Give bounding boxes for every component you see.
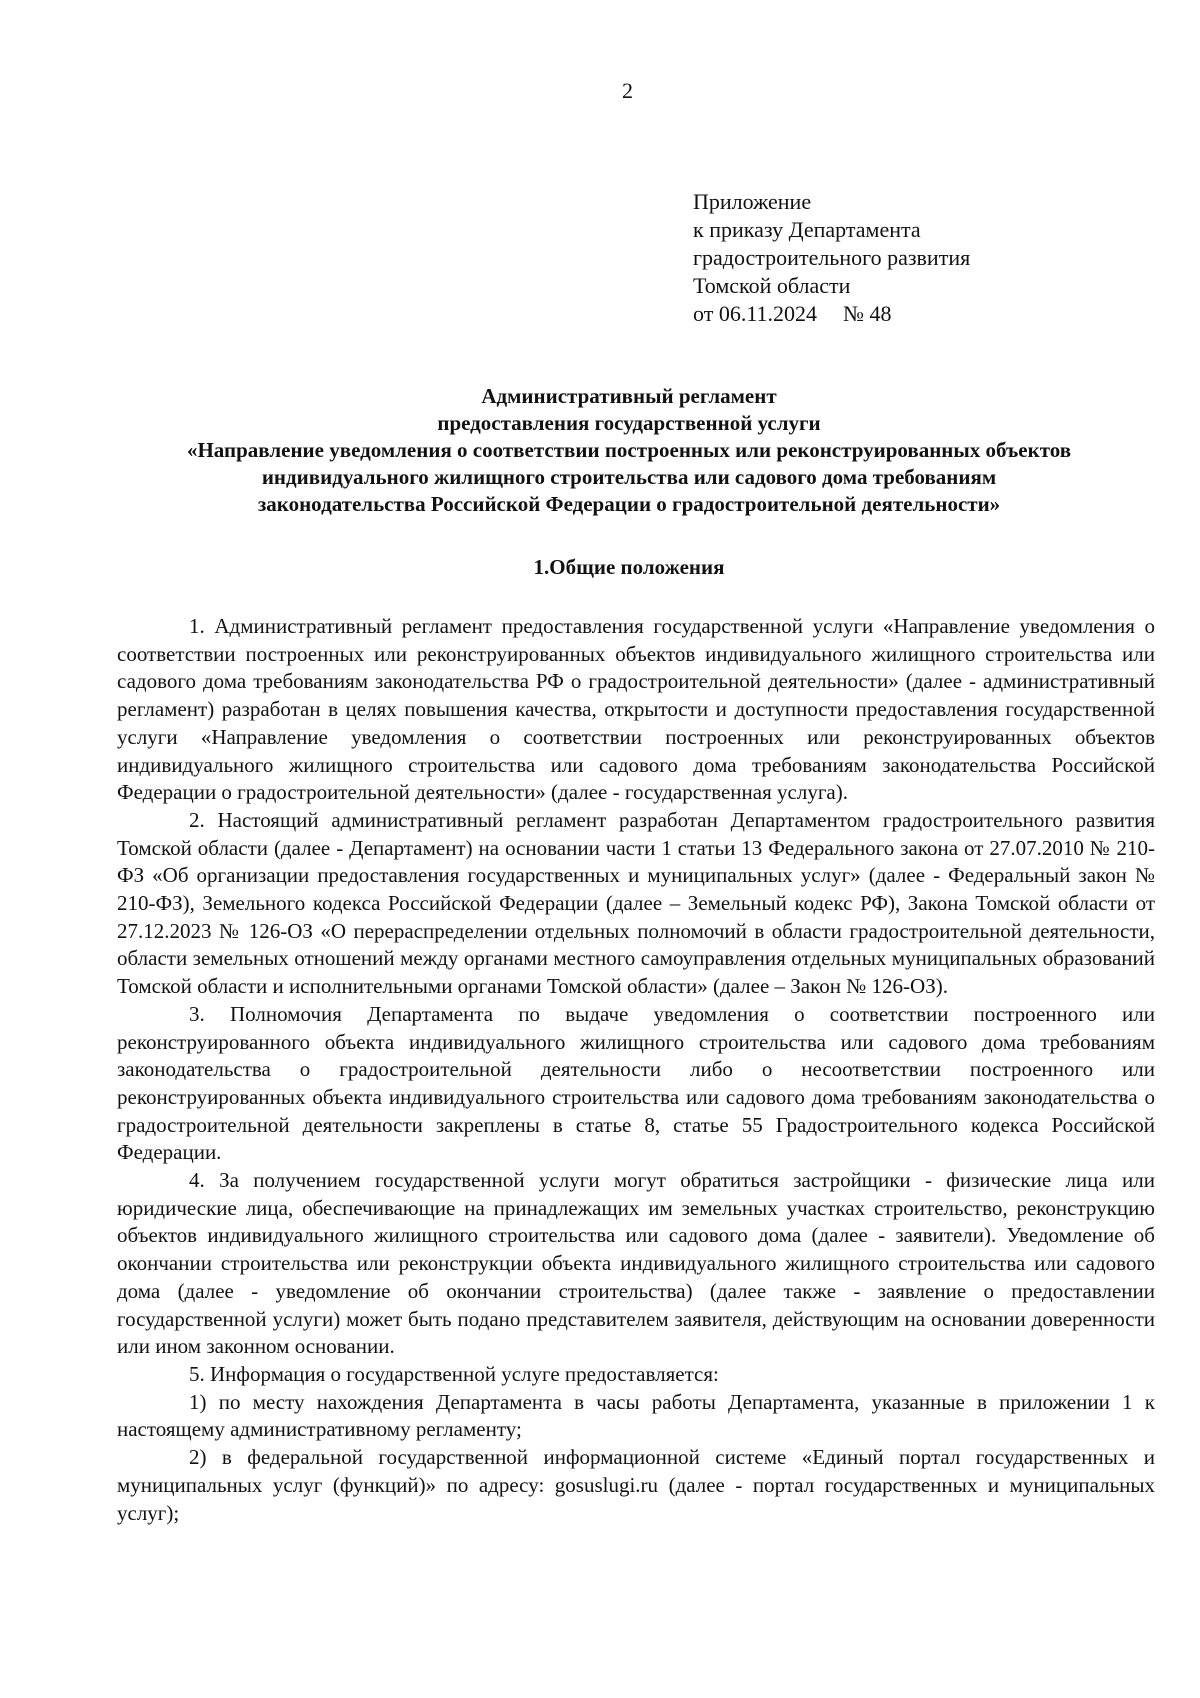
- appendix-line: Приложение: [693, 189, 812, 214]
- appendix-line: к приказу Департамента: [693, 217, 921, 242]
- page-number: 2: [622, 78, 633, 103]
- title-line: предоставления государственной услуги: [437, 411, 821, 435]
- appendix-line: градостроительного развития: [693, 245, 971, 270]
- paragraph: 1. Административный регламент предоставления государственной услуги «Направление уведомления о соответствии построенных или реконструированных объектов индивидуального жилищного строительства или садового дома требованиям законодательства РФ о градостроительной деятельности» (далее - административный регламент) разработан в целях повышения качества, открытости и доступности предоставления государственной услуги «Направление уведомления о соответствии построенных или реконструированных объектов индивидуального жилищного строительства или садового дома требованиям законодательства Российской Федерации о градостроительной деятельности» (далее - государственная услуга).: [117, 614, 1155, 805]
- paragraph: 1) по месту нахождения Департамента в часы работы Департамента, указанные в приложении 1 к настоящему административному регламенту;: [117, 1389, 1155, 1442]
- appendix-block: [693, 188, 970, 328]
- paragraph: 3. Полномочия Департамента по выдаче уведомления о соответствии построенного или реконструированного объекта индивидуального жилищного строительства или садового дома требованиям законодательства о градостроительной деятельности либо о несоответствии построенного или реконструированных объекта индивидуального строительства или садового дома требованиям законодательства о градостроительной деятельности закреплены в статье 8, статье 55 Градостроительного кодекса Российской Федерации.: [117, 1001, 1155, 1165]
- document-body: [117, 613, 1155, 1527]
- document-title: [100, 383, 1158, 518]
- paragraph: 4. За получением государственной услуги могут обратиться застройщики - физические лица или юридические лица, обеспечивающие на принадлежащих им земельных участках строительство, реконструкцию объектов индивидуального жилищного строительства или садового дома (далее - заявители). Уведомление об окончании строительства или реконструкции объекта индивидуального жилищного строительства или садового дома (далее - уведомление об окончании строительства) (далее также - заявление о предоставлении государственной услуги) может быть подано представителем заявителя, действующим на основании доверенности или ином законном основании.: [117, 1168, 1155, 1359]
- appendix-line: Томской области: [693, 273, 851, 298]
- section-heading: 1.Общие положения: [533, 555, 725, 579]
- title-line: индивидуального жилищного строительства или садового дома требованиям: [261, 465, 997, 489]
- paragraph: 2. Настоящий административный регламент разработан Департаментом градостроительного развития Томской области (далее - Департамент) на основании части 1 статьи 13 Федерального закона от 27.07.2010 № 210-ФЗ «Об организации предоставления государственных и муниципальных услуг» (далее - Федеральный закон № 210-ФЗ), Земельного кодекса Российской Федерации (далее – Земельный кодекс РФ), Закона Томской области от 27.12.2023 № 126-ОЗ «О перераспределении отдельных полномочий в области градостроительной деятельности, области земельных отношений между органами местного самоуправления отдельных муниципальных образований Томской области и исполнительными органами Томской области» (далее – Закон № 126-ОЗ).: [117, 807, 1155, 999]
- paragraph: 5. Информация о государственной услуге предоставляется:: [189, 1361, 719, 1386]
- title-line: законодательства Российской Федерации о градостроительной деятельности»: [257, 492, 1001, 516]
- title-line: Административный регламент: [481, 384, 777, 408]
- order-date: от 06.11.2024: [693, 301, 818, 326]
- appendix-date-line: [693, 300, 970, 328]
- order-number: № 48: [843, 301, 892, 326]
- paragraph: 2) в федеральной государственной информационной системе «Единый портал государственных и муниципальных услуг (функций)» по адресу: gosuslugi.ru (далее - портал государственных и муниципальных услуг);: [117, 1445, 1155, 1525]
- title-line: «Направление уведомления о соответствии построенных или реконструированных объектов: [186, 438, 1072, 462]
